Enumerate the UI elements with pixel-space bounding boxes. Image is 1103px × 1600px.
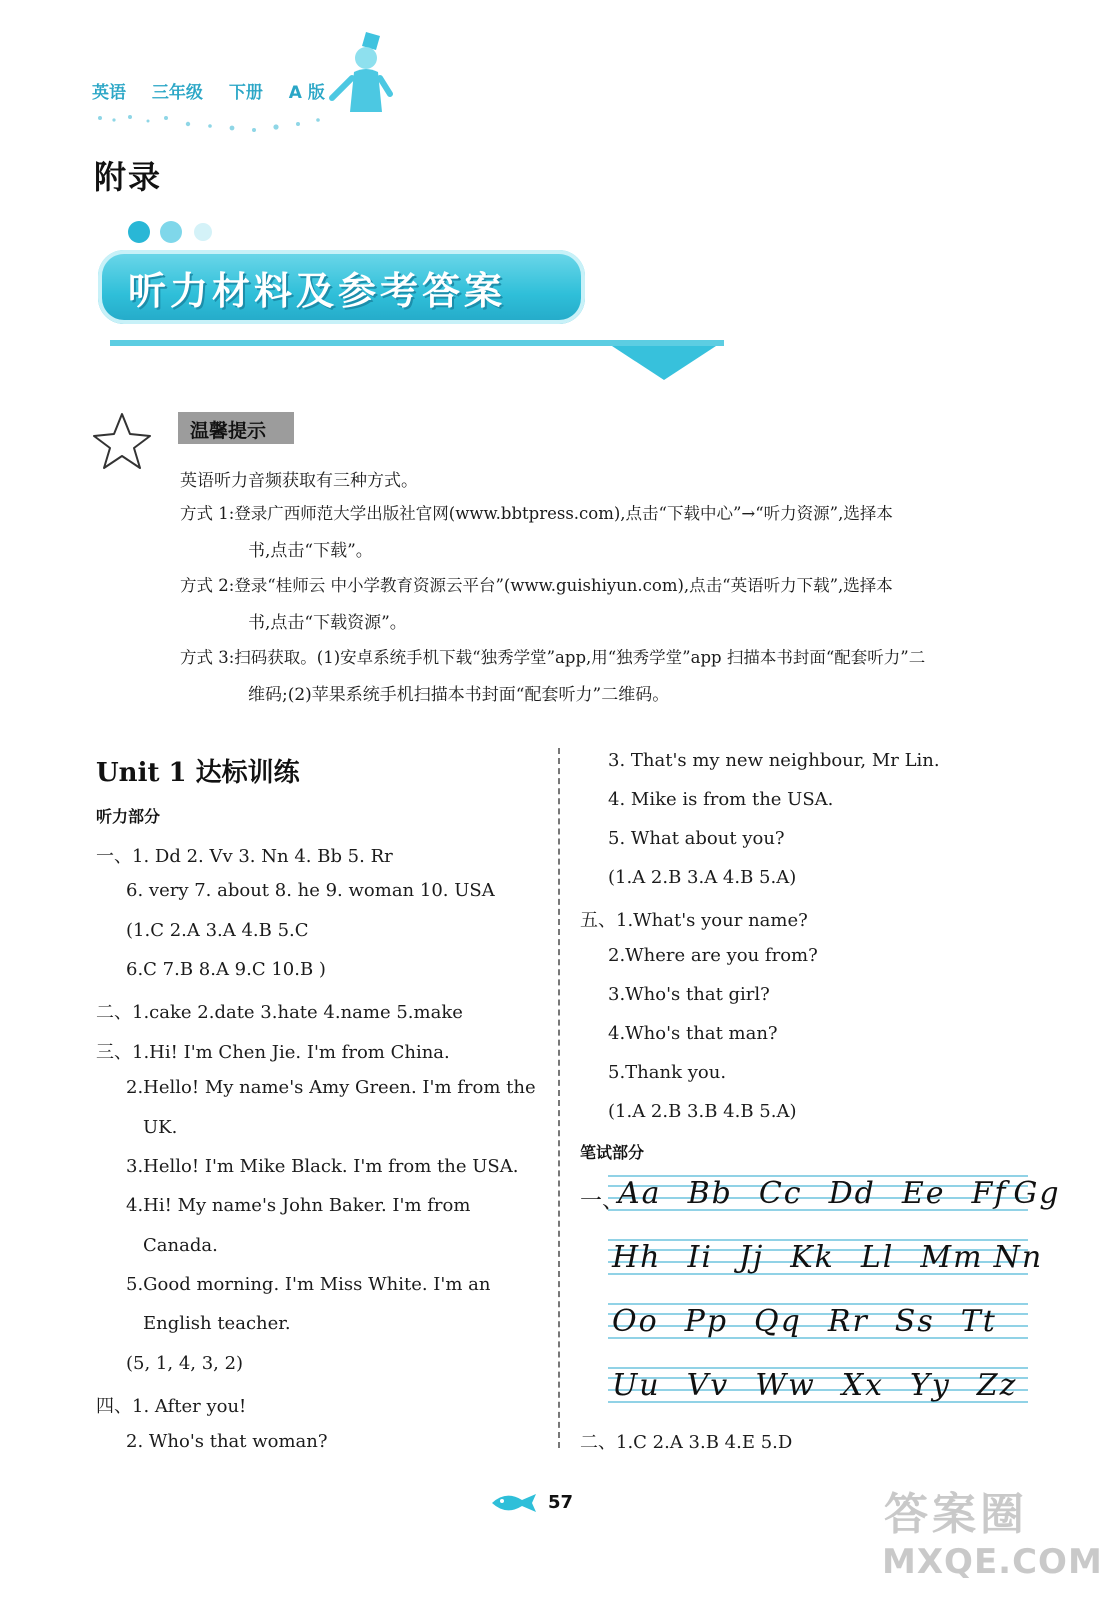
handwriting-row-2 — [612, 1240, 1043, 1275]
handwriting-prefix: 一、 — [580, 1189, 625, 1214]
answer-line: 3.Hello! I'm Mike Black. I'm from the USA. — [126, 1156, 519, 1177]
handwriting-letter: Qq — [754, 1304, 802, 1339]
banner-pointer — [612, 346, 716, 380]
answer-line: 三、1.Hi! I'm Chen Jie. I'm from China. — [96, 1042, 450, 1063]
banner-dots-icon — [126, 218, 226, 248]
handwriting-letter: Zz — [976, 1368, 1018, 1403]
answer-line: (5, 1, 4, 3, 2) — [126, 1353, 244, 1374]
handwriting-letter: Ii — [687, 1240, 713, 1275]
tip-intro: 英语听力音频获取有三种方式。 — [180, 471, 418, 491]
handwriting-letter: Pp — [684, 1304, 729, 1339]
appendix-title: 附录 — [94, 158, 163, 196]
handwriting-letter: Ff — [971, 1176, 1008, 1211]
handwriting-row-1 — [618, 1176, 1061, 1211]
handwriting-letter: Ll — [860, 1240, 895, 1275]
answer-line: 2. Who's that woman? — [126, 1431, 328, 1452]
tip-label: 温馨提示 — [190, 420, 267, 442]
answer-line: 二、1.cake 2.date 3.hate 4.name 5.make — [96, 1002, 463, 1023]
answer-line: 6.C 7.B 8.A 9.C 10.B ) — [126, 959, 326, 980]
handwriting-letter: Jj — [738, 1240, 765, 1275]
tip-method-3: 方式 3:扫码获取。(1)安卓系统手机下载“独秀学堂”app,用“独秀学堂”app 扫描本书封面“配套听力”二 — [180, 648, 926, 667]
handwriting-letter: Ss — [894, 1304, 935, 1339]
header-grade: 三年级 — [151, 83, 203, 103]
answer-line: Canada. — [143, 1235, 218, 1256]
tip-method-1-cont: 书,点击“下载”。 — [248, 541, 373, 561]
handwriting-letter: Vv — [686, 1368, 730, 1403]
tip-method-1: 方式 1:登录广西师范大学出版社官网(www.bbtpress.com),点击“下载中心”→“听力资源”,选择本 — [180, 504, 893, 523]
handwriting-letter: Mm — [920, 1240, 984, 1275]
answer-line: 2.Where are you from? — [608, 945, 818, 966]
handwriting-letter: Cc — [758, 1176, 803, 1211]
page-number: 57 — [548, 1492, 574, 1513]
handwriting-letter: Dd — [828, 1176, 876, 1211]
answer-line: English teacher. — [143, 1313, 291, 1334]
answer-line: 5.Thank you. — [608, 1062, 727, 1083]
handwriting-letter: Gg — [1013, 1176, 1061, 1211]
answer-line: 二、1.C 2.A 3.B 4.E 5.D — [580, 1432, 793, 1453]
handwriting-letter: Nn — [993, 1240, 1044, 1275]
answer-line: 五、1.What's your name? — [580, 910, 808, 931]
unit-title: Unit 1 达标训练 — [96, 758, 300, 788]
handwriting-letter: Oo — [612, 1304, 659, 1339]
handwriting-letter: Ee — [901, 1176, 946, 1211]
answer-line: 5. What about you? — [608, 828, 785, 849]
mascot-icon — [326, 28, 396, 120]
answer-line: 四、1. After you! — [96, 1396, 247, 1417]
answer-line: 4.Hi! My name's John Baker. I'm from — [126, 1195, 471, 1216]
handwriting-row-3 — [612, 1304, 997, 1339]
banner-title: 听力材料及参考答案 — [128, 268, 507, 313]
watermark — [882, 1478, 1103, 1596]
answer-line: (1.A 2.B 3.B 4.B 5.A) — [608, 1101, 797, 1122]
answer-line: 6. very 7. about 8. he 9. woman 10. USA — [126, 880, 495, 901]
answer-line: 4. Mike is from the USA. — [608, 789, 834, 810]
header-decoration-dots — [92, 112, 332, 138]
tip-method-3-cont: 维码;(2)苹果系统手机扫描本书封面“配套听力”二维码。 — [248, 685, 670, 705]
handwriting-letter: Bb — [687, 1176, 733, 1211]
answer-line: UK. — [143, 1117, 178, 1138]
column-divider — [558, 748, 560, 1448]
handwriting-letter: Kk — [790, 1240, 835, 1275]
handwriting-letter: Yy — [910, 1368, 951, 1403]
star-icon — [90, 410, 154, 474]
answer-line: (1.C 2.A 3.A 4.B 5.C — [126, 920, 309, 941]
answer-line: 4.Who's that man? — [608, 1023, 778, 1044]
answer-line: 2.Hello! My name's Amy Green. I'm from the — [126, 1077, 536, 1098]
answer-line: 3.Who's that girl? — [608, 984, 770, 1005]
tip-method-2-cont: 书,点击“下载资源”。 — [248, 613, 407, 633]
handwriting-letter: Uu — [612, 1368, 661, 1403]
writing-section-label: 笔试部分 — [580, 1143, 645, 1162]
answer-line: 一、1. Dd 2. Vv 3. Nn 4. Bb 5. Rr — [96, 846, 393, 867]
handwriting-letter: Aa — [618, 1176, 662, 1211]
header-volume: 下册 — [228, 83, 263, 103]
watermark-bottom: MXQE.COM — [882, 1542, 1103, 1582]
handwriting-letter: Rr — [827, 1304, 869, 1339]
answer-line: 5.Good morning. I'm Miss White. I'm an — [126, 1274, 491, 1295]
handwriting-letter: Hh — [612, 1240, 662, 1275]
handwriting-letter: Xx — [841, 1368, 885, 1403]
answer-line: (1.A 2.B 3.A 4.B 5.A) — [608, 867, 797, 888]
header-subject: 英语 — [92, 83, 126, 103]
answer-line: 3. That's my new neighbour, Mr Lin. — [608, 750, 940, 771]
header-edition: A 版 — [288, 83, 325, 103]
tip-method-2: 方式 2:登录“桂师云 中小学教育资源云平台”(www.guishiyun.com),点击“英语听力下载”,选择本 — [180, 576, 893, 595]
handwriting-letter: Ww — [755, 1368, 816, 1403]
watermark-top: 答案圈 — [884, 1489, 1028, 1540]
handwriting-row-4 — [612, 1368, 1017, 1403]
listening-section-label: 听力部分 — [96, 807, 161, 826]
book-header — [92, 78, 345, 103]
handwriting-letter: Tt — [960, 1304, 997, 1339]
fish-icon — [488, 1490, 542, 1516]
